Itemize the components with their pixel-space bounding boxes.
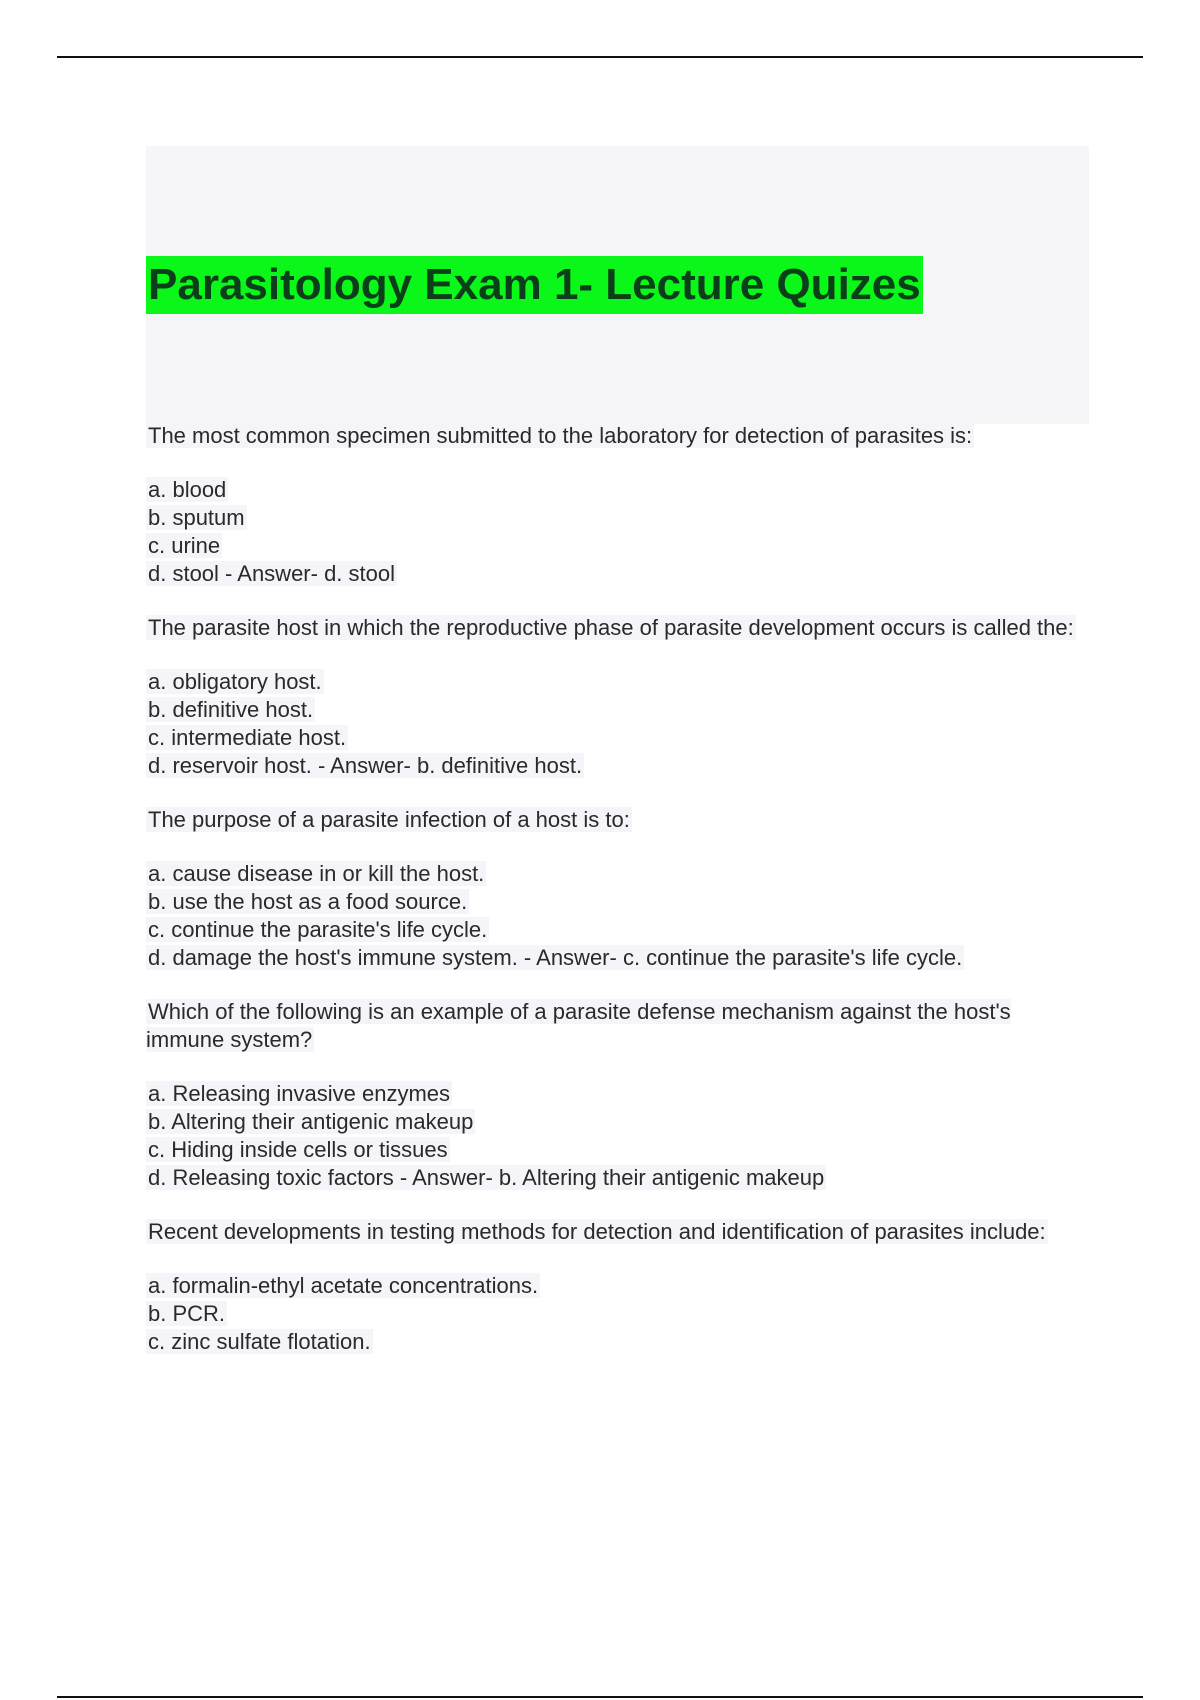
option-list <box>146 668 1076 780</box>
option-item: c. Hiding inside cells or tissues <box>148 1137 448 1162</box>
option-item-answer: d. reservoir host. - Answer- b. definitive host. <box>148 753 583 778</box>
question-text-span: Recent developments in testing methods for detection and identification of parasites include: <box>148 1219 1046 1244</box>
question-5 <box>146 1218 1076 1356</box>
question-3 <box>146 806 1076 972</box>
option-item-answer: d. Releasing toxic factors - Answer- b. Altering their antigenic makeup <box>148 1165 825 1190</box>
question-text <box>146 422 1076 450</box>
option-item: b. sputum <box>148 505 245 530</box>
option-item-answer: d. damage the host's immune system. - Answer- c. continue the parasite's life cycle. <box>148 945 963 970</box>
option-item: b. Altering their antigenic makeup <box>148 1109 474 1134</box>
option-item: b. definitive host. <box>148 697 314 722</box>
top-divider <box>57 56 1143 58</box>
document-title: Parasitology Exam 1- Lecture Quizes <box>146 256 923 314</box>
question-text-span: Which of the following is an example of a parasite defense mechanism against the host's immune system? <box>146 999 1011 1052</box>
option-list <box>146 1272 1076 1356</box>
option-item: a. Releasing invasive enzymes <box>148 1081 451 1106</box>
quiz-content <box>146 422 1076 1382</box>
option-item: c. intermediate host. <box>148 725 347 750</box>
question-text-span: The parasite host in which the reproductive phase of parasite development occurs is called the: <box>148 615 1074 640</box>
question-4 <box>146 998 1076 1192</box>
option-list <box>146 860 1076 972</box>
question-text <box>146 998 1076 1054</box>
option-item: a. obligatory host. <box>148 669 322 694</box>
question-text <box>146 806 1076 834</box>
title-block <box>146 146 1089 424</box>
question-text <box>146 614 1076 642</box>
option-item: b. PCR. <box>148 1301 226 1326</box>
question-2 <box>146 614 1076 780</box>
question-text <box>146 1218 1076 1246</box>
option-item: a. formalin-ethyl acetate concentrations. <box>148 1273 539 1298</box>
question-1 <box>146 422 1076 588</box>
option-item: c. zinc sulfate flotation. <box>148 1329 371 1354</box>
question-text-span: The most common specimen submitted to the laboratory for detection of parasites is: <box>148 423 973 448</box>
question-text-span: The purpose of a parasite infection of a host is to: <box>148 807 630 832</box>
option-item: a. cause disease in or kill the host. <box>148 861 485 886</box>
option-item-answer: d. stool - Answer- d. stool <box>148 561 395 586</box>
option-list <box>146 1080 1076 1192</box>
option-list <box>146 476 1076 588</box>
option-item: c. urine <box>148 533 221 558</box>
option-item: b. use the host as a food source. <box>148 889 468 914</box>
bottom-divider <box>57 1696 1143 1698</box>
option-item: c. continue the parasite's life cycle. <box>148 917 488 942</box>
option-item: a. blood <box>148 477 227 502</box>
